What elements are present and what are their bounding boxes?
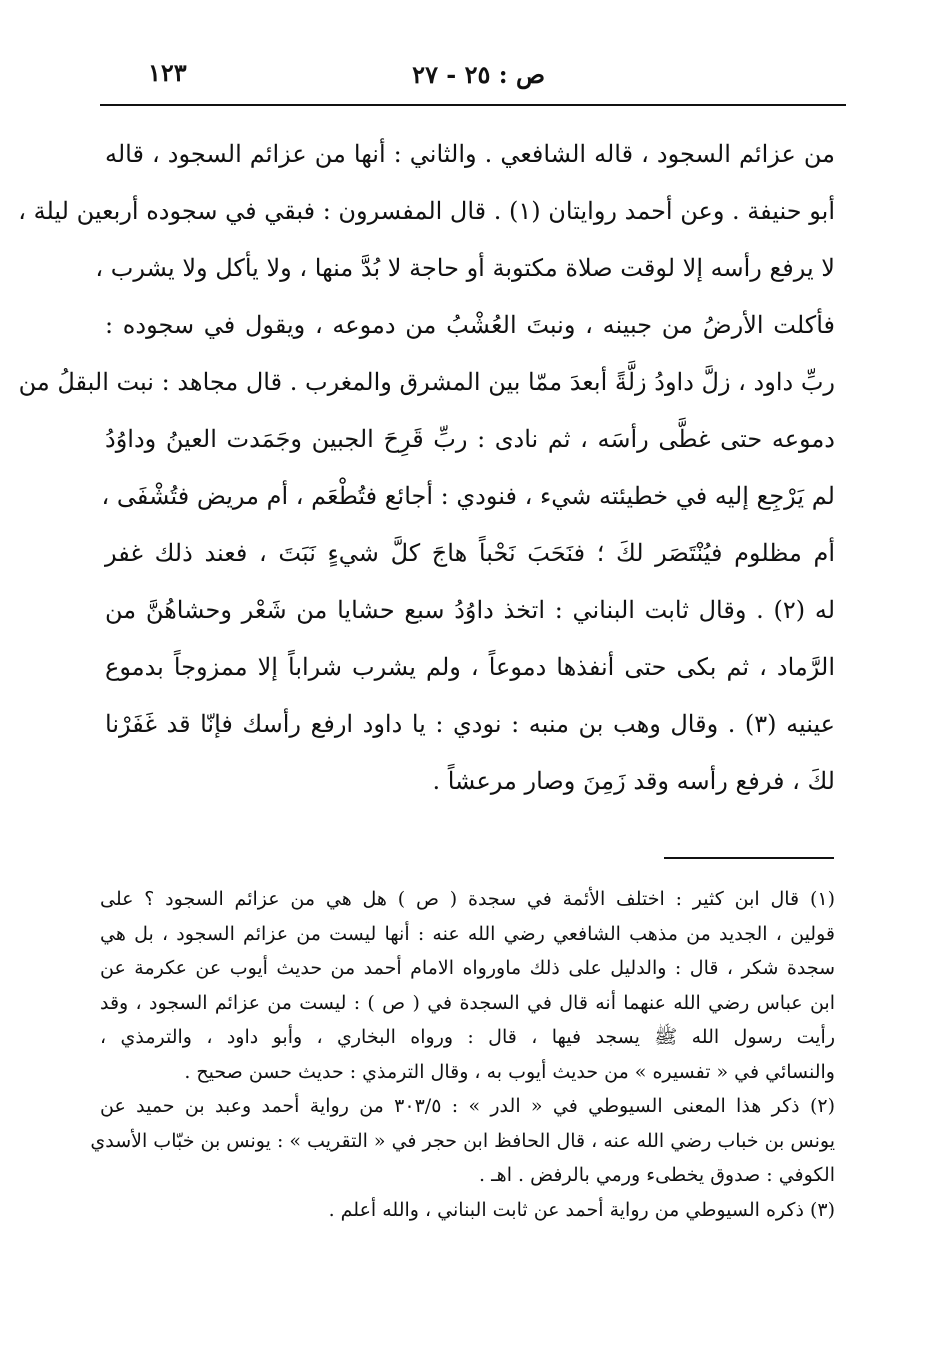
body-line: ربِّ داود ، زلَّ داودُ زلَّةً أبعدَ ممّا بين المشرق والمغرب . قال مجاهد : نبت البقلُ من (18, 368, 835, 396)
footnote-separator (664, 857, 834, 859)
main-text (18, 126, 836, 810)
footnote-line: سجدة شكر ، قال : والدليل على ذلك ماورواه الامام أحمد من حديث أيوب عن عكرمة عن (100, 957, 835, 979)
page-number: ١٢٣ (148, 58, 187, 87)
footnote-line: الكوفي : صدوق يخطىء ورمي بالرفض . اهـ . (479, 1164, 835, 1186)
footnote-line: يونس بن خباب رضي الله عنه ، قال الحافظ ابن حجر في « التقريب » : يونس بن خبّاب الأسدي (90, 1129, 835, 1152)
verse-reference: ص : ٢٥ - ٢٧ (412, 60, 545, 89)
body-line: أبو حنيفة . وعن أحمد روايتان (١) . قال المفسرون : فبقي في سجوده أربعين ليلة ، (18, 197, 835, 225)
footnotes (90, 882, 835, 1227)
body-line: أم مظلوم فيُنْتَصَر لكَ ؛ فنَحَبَ نَحْباً هاجَ كلَّ شيءٍ نَبَتَ ، فعند ذلك غفر (105, 539, 835, 567)
footnote-line: (١) قال ابن كثير : اختلف الأئمة في سجدة ( ص ) هل هي من عزائم السجود ؟ على (100, 888, 835, 910)
body-line: دموعه حتى غطَّى رأسَه ، ثم نادى : ربِّ قَرِحَ الجبين وجَمَدت العينُ وداوُدُ (105, 425, 835, 453)
body-line: لكَ ، فرفع رأسه وقد زَمِنَ وصار مرعشاً . (432, 767, 835, 795)
body-line: لم يَرْجِع إليه في خطيئته شيء ، فنودي : أجائع فتُطْعَم ، أم مريض فتُشْفَى ، (101, 482, 835, 510)
footnote-line: ابن عباس رضي الله عنهما أنه قال في السجدة في ( ص ) : ليست من عزائم السجود ، وقد (100, 991, 835, 1014)
body-line: له (٢) . وقال ثابت البناني : اتخذ داوُدُ سبع حشايا من شَعْر وحشاهُنَّ من (105, 596, 836, 624)
body-line: عينيه (٣) . وقال وهب بن منبه : نودي : يا داود ارفع رأسك فإنّا قد غَفَرْنا (105, 710, 836, 738)
footnote-line: والنسائي في « تفسيره » من حديث أيوب به ، وقال الترمذي : حديث حسن صحيح . (184, 1060, 835, 1083)
body-line: الرَّماد ، ثم بكى حتى أنفذها دموعاً ، ولم يشرب شراباً إلا ممزوجاً بدموع (105, 653, 835, 681)
body-line: فأكلت الأرضُ من جبينه ، ونبتَ العُشْبُ من دموعه ، ويقول في سجوده : (105, 311, 835, 339)
page-header (100, 60, 845, 100)
footnote-line: (٢) ذكر هذا المعنى السيوطي في « الدر » : ٣٠٣/٥ من رواية أحمد وعبد بن حميد عن (100, 1095, 835, 1117)
body-line: لا يرفع رأسه إلا لوقت صلاة مكتوبة أو حاجة لا بُدَّ منها ، ولا يأكل ولا يشرب ، (95, 254, 835, 282)
footnote-line: رأيت رسول الله ﷺ يسجد فيها ، قال : ورواه البخاري ، وأبو داود ، والترمذي ، (100, 1026, 835, 1048)
footnote-line: قولين ، الجديد من مذهب الشافعي رضي الله عنه : أنها ليست من عزائم السجود ، بل هي (100, 922, 835, 945)
body-line: من عزائم السجود ، قاله الشافعي . والثاني : أنها من عزائم السجود ، قاله (105, 140, 835, 168)
footnote-line: (٣) ذكره السيوطي من رواية أحمد عن ثابت البناني ، والله أعلم . (328, 1198, 835, 1221)
header-rule (100, 104, 846, 106)
